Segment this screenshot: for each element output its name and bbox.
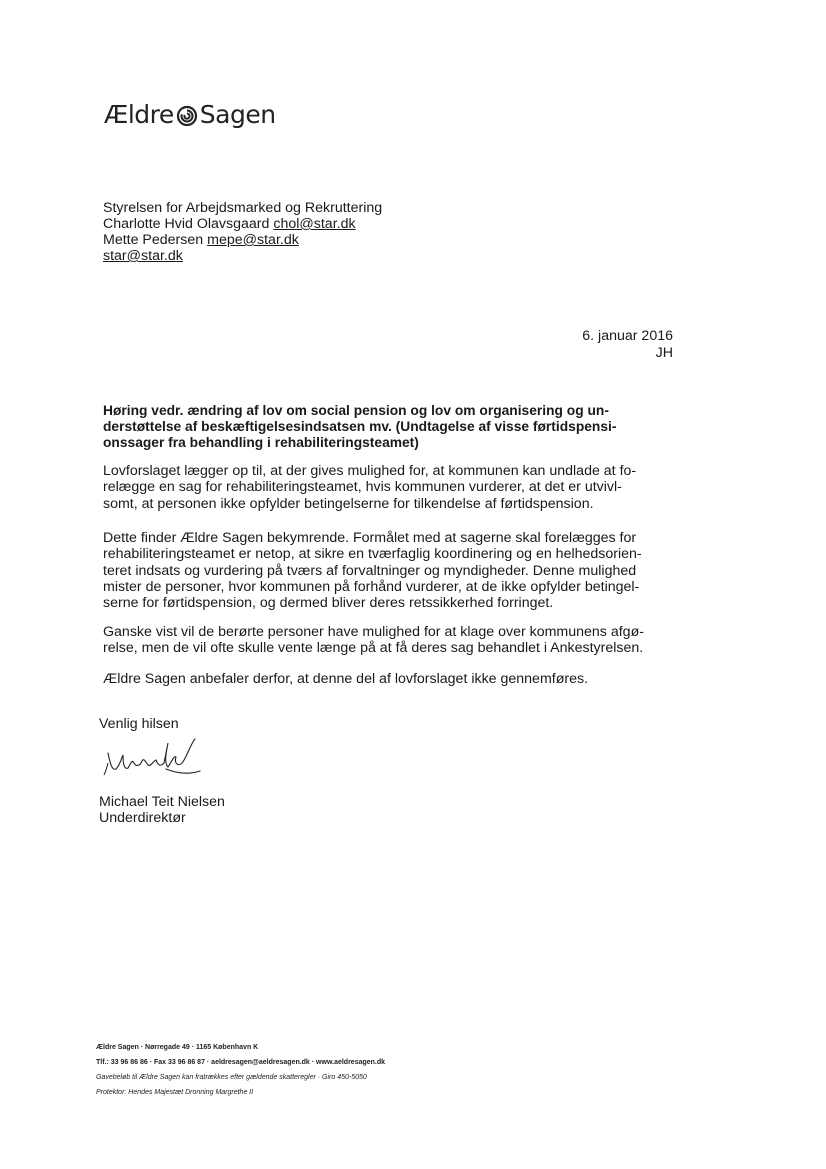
logo-text-left: Ældre [104,100,174,129]
recipient-name: Charlotte Hvid Olavsgaard [103,216,270,232]
subject-heading [103,403,675,451]
body-line: Ganske vist vil de berørte personer have mulighed for at klage over kommunens afgø- [103,624,644,640]
body-paragraph-2 [103,530,683,611]
recipient-line-3 [103,232,382,248]
recipient-agency: Styrelsen for Arbejdsmarked og Rekruttering [103,200,383,216]
date-block [582,328,673,362]
handwritten-signature [96,733,206,783]
body-line: serne for førtidspension, og dermed bliver deres retssikkerhed forringet. [103,595,554,612]
body-line: teret indsats og vurdering på tværs af forvaltninger og myndigheder. Denne mulighed [103,562,637,579]
body-line: Lovforslaget lægger op til, at der gives mulighed for, at kommunen kan undlade at fo- [103,463,637,479]
recipient-line-2 [103,216,382,232]
footer-address: Ældre Sagen · Nørregade 49 · 1165 København K [96,1044,259,1051]
letter-date: 6. januar 2016 [582,328,673,344]
greeting: Venlig hilsen [99,716,179,732]
recipient-block [103,200,382,264]
signatory-block [99,794,225,826]
subject-line: derstøttelse af beskæftigelsesindsatsen mv. (Undtagelse af visse førtidspensi- [103,419,617,434]
aeldre-sagen-logo [104,100,276,129]
body-paragraph-1 [103,463,683,512]
body-line: relse, men de vil ofte skulle vente længe på at få deres sag behandlet i Ankestyrelsen. [103,640,644,657]
subject-line: Høring vedr. ændring af lov om social pension og lov om organisering og un- [103,403,609,418]
footer-contact: Tlf.: 33 96 86 86 · Fax 33 96 86 87 · aeldresagen@aeldresagen.dk · www.aeldresagen.dk [96,1059,386,1066]
body-paragraph-4 [103,671,683,687]
body-line: rehabiliteringsteamet er netop, at sikre en tværfaglig koordinering og en helhedsorien- [103,546,642,563]
footer-patron: Protektor: Hendes Majestæt Dronning Margrethe II [96,1089,254,1096]
signatory-title: Underdirektør [99,810,186,826]
subject-line: onssager fra behandling i rehabiliteringsteamet) [103,435,419,450]
letterhead-footer [96,1040,385,1100]
recipient-email-link[interactable]: mepe@star.dk [207,232,299,248]
recipient-name: Mette Pedersen [103,232,204,248]
recipient-email-link[interactable]: chol@star.dk [273,216,356,232]
recipient-line-4 [103,248,382,264]
footer-donation-note: Gavebeløb til Ældre Sagen kan fratrækkes efter gældende skatteregler · Giro 450-5050 [96,1074,367,1081]
body-line: mister de personer, hvor kommunen på forhånd vurderer, at de ikke opfylder betingel- [103,578,640,595]
signatory-name: Michael Teit Nielsen [99,794,225,810]
body-paragraph-3 [103,624,683,657]
swirl-logo-icon [176,105,198,127]
agency-email-link[interactable]: star@star.dk [103,248,183,264]
logo-text-right: Sagen [199,100,276,129]
body-line: Ældre Sagen anbefaler derfor, at denne del af lovforslaget ikke gennemføres. [103,671,589,687]
body-line: Dette finder Ældre Sagen bekymrende. Formålet med at sagerne skal forelægges for [103,530,637,546]
body-line: relægge en sag for rehabiliteringsteamet, hvis kommunen vurderer, at det er utvivl- [103,479,622,496]
body-line: somt, at personen ikke opfylder betingelserne for tilkendelse af førtidspension. [103,495,594,512]
author-initials: JH [655,345,673,361]
